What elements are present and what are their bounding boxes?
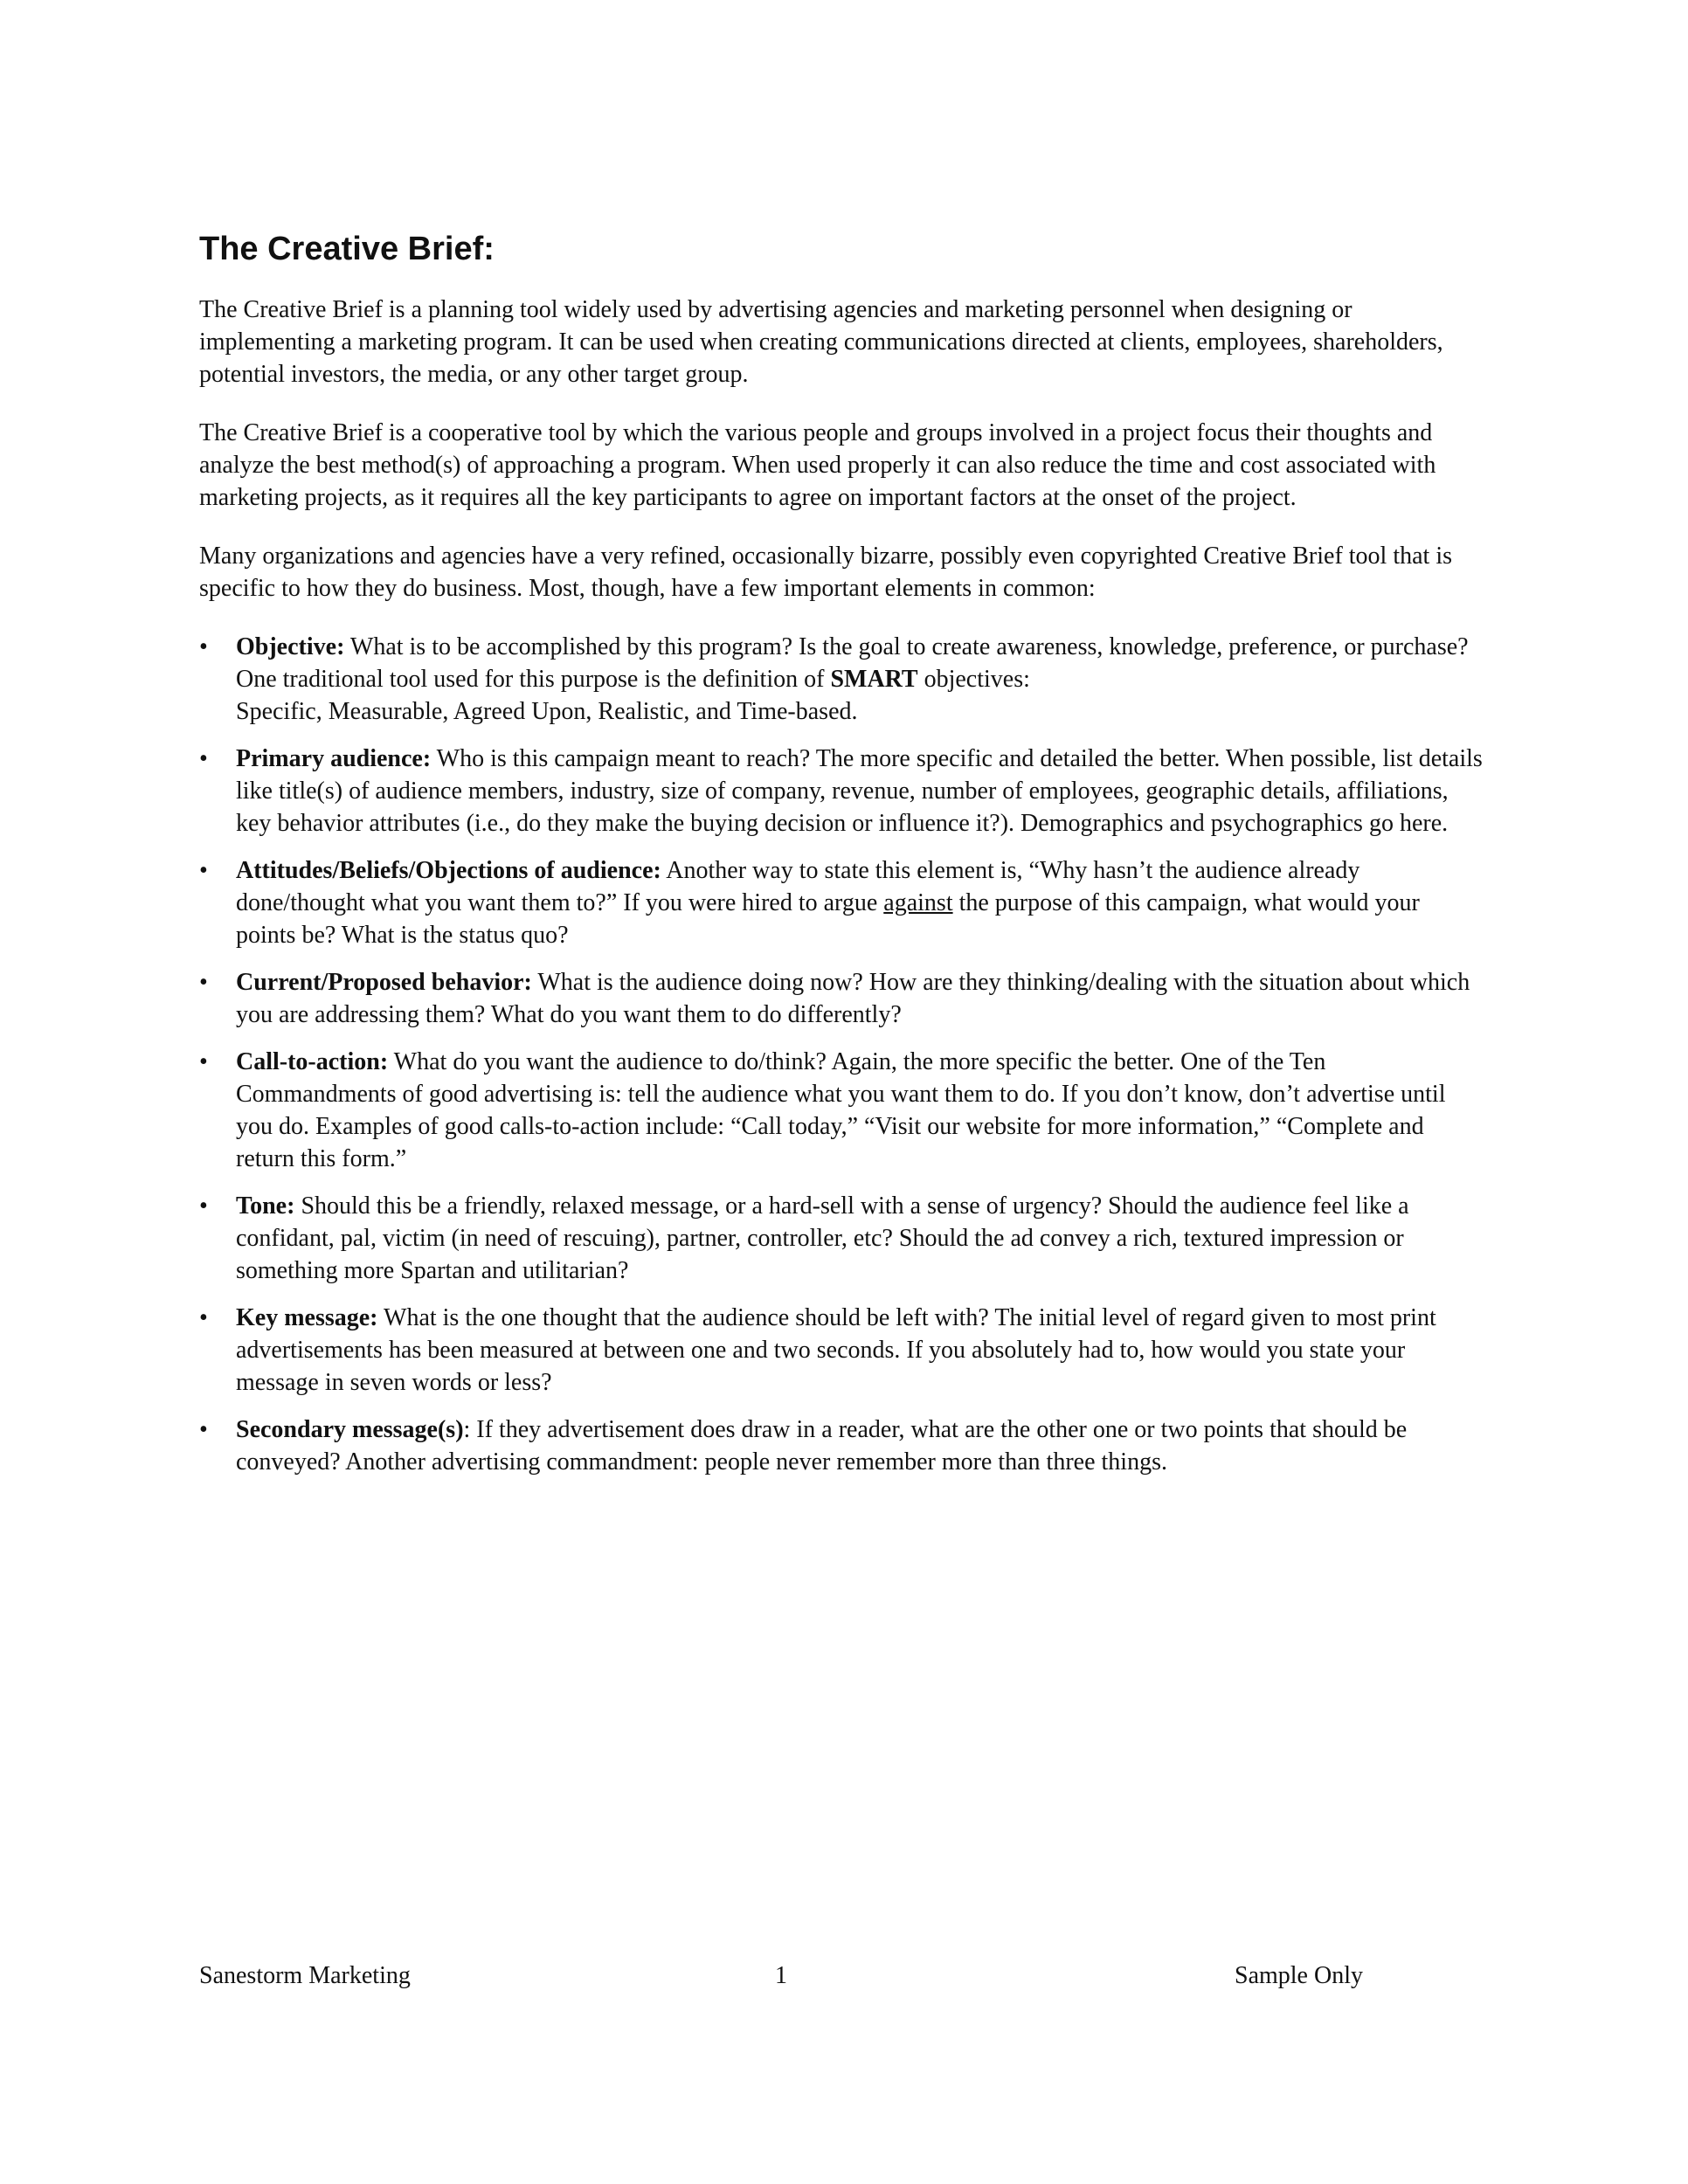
call-to-action-text: What do you want the audience to do/think? Again, the more specific the better. One of the Ten Commandments of good advertising is: tell the audience what you want them to do. If you don’t know, don’t advertise until you do. Examples of good calls-to-action include: “Call today,” “Visit our website for more information,” “Complete and return this form.” bbox=[236, 1048, 1446, 1172]
bullet-icon: • bbox=[199, 857, 208, 884]
bullet-icon: • bbox=[199, 1192, 208, 1220]
document-title: The Creative Brief: bbox=[199, 231, 495, 267]
key-message-text: What is the one thought that the audience should be left with? The initial level of regard given to most print advertisements has been measured at between one and two seconds. If you absolutely had to, how would you state your message in seven words or less? bbox=[236, 1304, 1436, 1396]
against-underlined: against bbox=[883, 889, 953, 916]
current-behavior-text: What is the audience doing now? How are they thinking/dealing with the situation about which you are addressing them? What do you want them to do differently? bbox=[236, 969, 1470, 1028]
attitudes-text: Another way to state this element is, “Why hasn’t the audience already done/thought what you want them to?” If you were hired to argue bbox=[236, 857, 1360, 916]
term-objective: Objective: bbox=[236, 633, 345, 660]
objective-text-after: objectives: bbox=[917, 666, 1030, 693]
bullet-icon: • bbox=[199, 1304, 208, 1331]
list-item-secondary-message bbox=[199, 1413, 1484, 1478]
footer-company: Sanestorm Marketing bbox=[199, 1962, 411, 1989]
bullet-icon: • bbox=[199, 1048, 208, 1075]
bullet-icon: • bbox=[199, 633, 208, 660]
list-item-attitudes bbox=[199, 854, 1484, 951]
intro-paragraph: The Creative Brief is a planning tool widely used by advertising agencies and marketing personnel when designing or implementing a marketing program. It can be used when creating communications directed at clients, employees, shareholders, potential investors, the media, or any other target group. bbox=[199, 296, 1443, 388]
bullet-icon: • bbox=[199, 745, 208, 772]
term-attitudes: Attitudes/Beliefs/Objections of audience: bbox=[236, 857, 661, 884]
footer-page-number: 1 bbox=[775, 1962, 787, 1989]
term-secondary-message: Secondary message(s) bbox=[236, 1416, 464, 1443]
tone-text: Should this be a friendly, relaxed message, or a hard-sell with a sense of urgency? Should the audience feel like a confidant, pal, victim (in need of rescuing), partner, controller, etc? Should the ad convey a rich, textured impression or something more Spartan and utilitarian? bbox=[236, 1192, 1409, 1284]
list-item-primary-audience bbox=[199, 743, 1484, 840]
smart-emphasis: SMART bbox=[830, 666, 918, 693]
smart-definition: Specific, Measurable, Agreed Upon, Realistic, and Time-based. bbox=[236, 698, 858, 725]
bullet-icon: • bbox=[199, 1416, 208, 1443]
list-item-call-to-action bbox=[199, 1046, 1484, 1175]
term-primary-audience: Primary audience: bbox=[236, 745, 432, 772]
objective-text: What is to be accomplished by this program? Is the goal to create awareness, knowledge, preference, or purchase? One traditional tool used for this purpose is the definition of bbox=[236, 633, 1469, 693]
secondary-message-text: : If they advertisement does draw in a reader, what are the other one or two points that should be conveyed? Another advertising commandment: people never remember more than three things. bbox=[236, 1416, 1408, 1476]
term-key-message: Key message: bbox=[236, 1304, 378, 1331]
bullet-icon: • bbox=[199, 969, 208, 996]
term-current-behavior: Current/Proposed behavior: bbox=[236, 969, 532, 996]
list-item-objective bbox=[199, 631, 1484, 728]
common-elements-paragraph: Many organizations and agencies have a very refined, occasionally bizarre, possibly even copyrighted Creative Brief tool that is specific to how they do business. Most, though, have a few important elements in common: bbox=[199, 543, 1452, 602]
brief-elements-list bbox=[199, 631, 1484, 1478]
page-footer bbox=[199, 1959, 1363, 1994]
primary-audience-text: Who is this campaign meant to reach? The more specific and detailed the better. When possible, list details like title(s) of audience members, industry, size of company, revenue, number of employees, geographic details, affiliations, key behavior attributes (i.e., do they make the buying decision or influence it?). Demographics and psychographics go here. bbox=[236, 745, 1483, 837]
list-item-key-message bbox=[199, 1302, 1484, 1399]
cooperative-tool-paragraph: The Creative Brief is a cooperative tool by which the various people and groups involved in a project focus their thoughts and analyze the best method(s) of approaching a program. When used properly it can also reduce the time and cost associated with marketing projects, as it requires all the key participants to agree on important factors at the onset of the project. bbox=[199, 419, 1436, 511]
attitudes-text-after: the purpose of this campaign, what would your points be? What is the status quo? bbox=[236, 889, 1420, 949]
term-tone: Tone: bbox=[236, 1192, 295, 1220]
document-page bbox=[199, 229, 1484, 1493]
term-call-to-action: Call-to-action: bbox=[236, 1048, 389, 1075]
footer-sample-note: Sample Only bbox=[1235, 1962, 1363, 1989]
list-item-current-behavior bbox=[199, 966, 1484, 1031]
list-item-tone bbox=[199, 1190, 1484, 1287]
